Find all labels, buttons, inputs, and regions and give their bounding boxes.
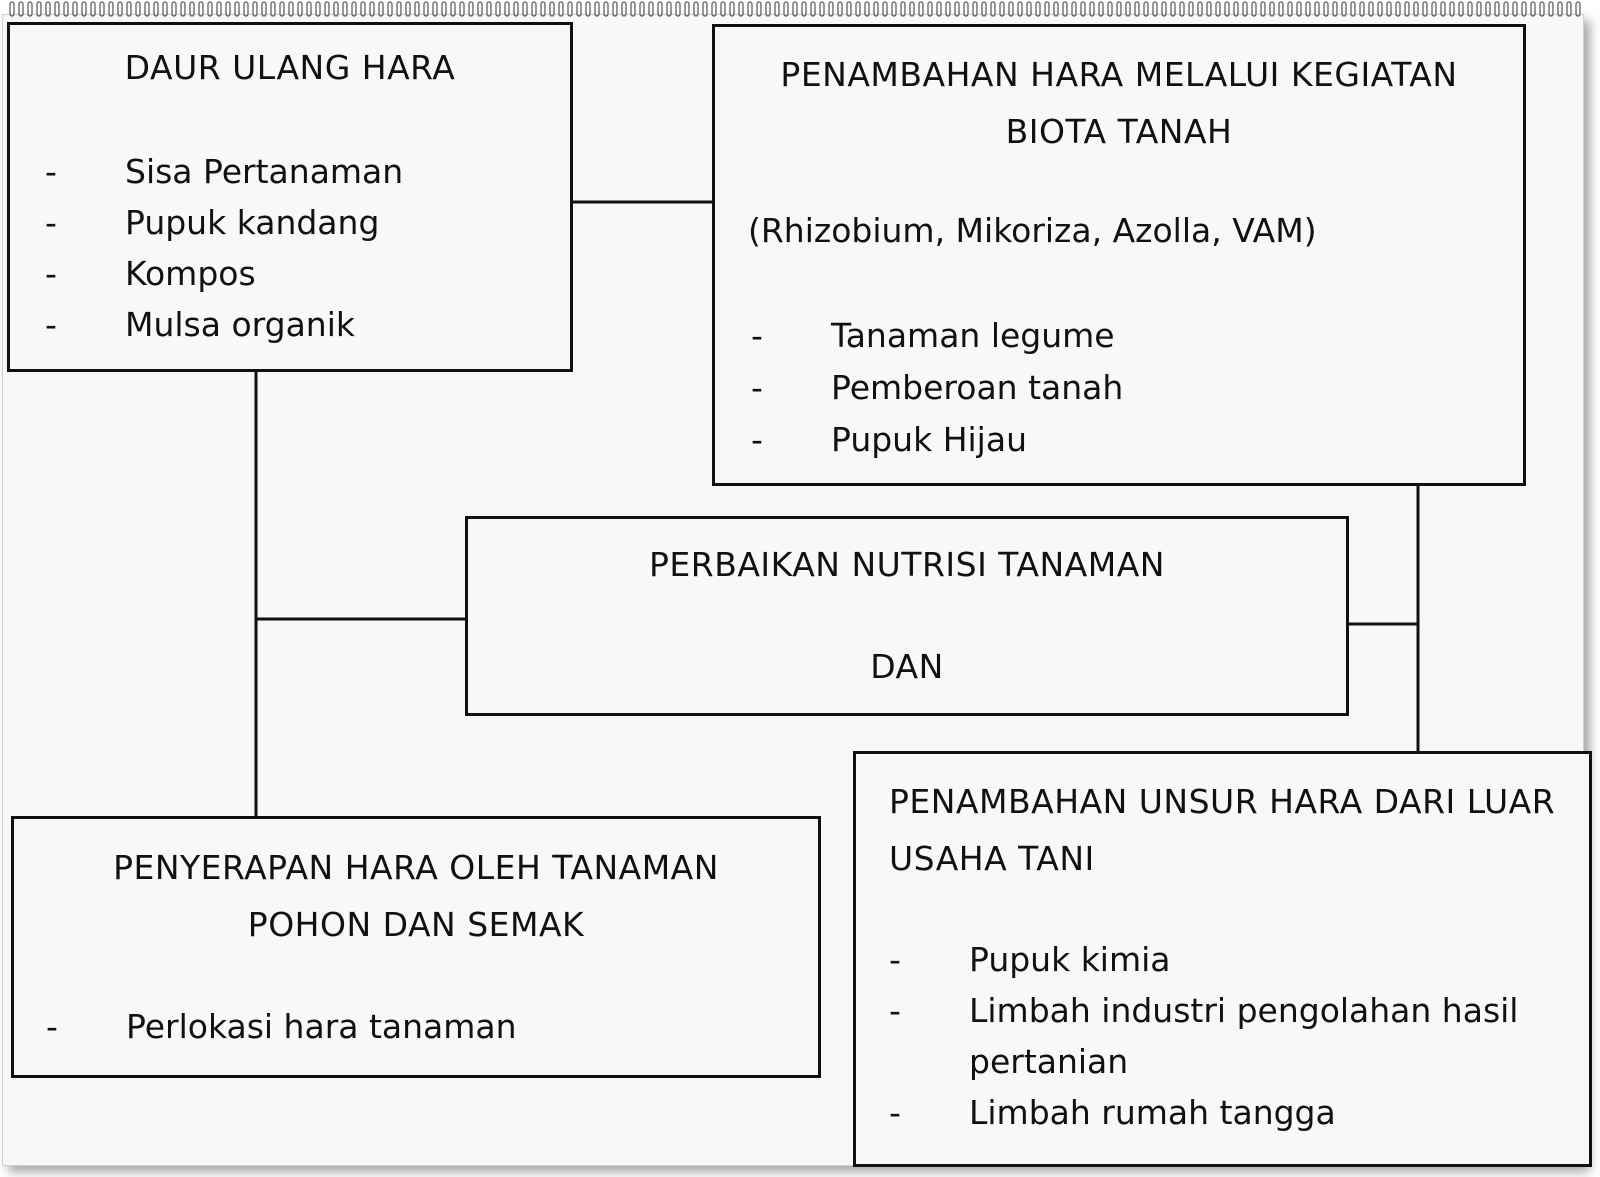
list-item: - Mulsa organik bbox=[45, 299, 403, 350]
list-item: - Limbah industri pengolahan hasil pertanian bbox=[889, 985, 1549, 1087]
box-biota-tanah-title-line1: PENAMBAHAN HARA MELALUI KEGIATAN bbox=[780, 55, 1458, 94]
box-perbaikan-nutrisi-subtitle: DAN bbox=[870, 647, 944, 686]
box-biota-tanah bbox=[712, 24, 1526, 486]
box-penyerapan-hara bbox=[11, 816, 821, 1078]
box-unsur-hara-luar bbox=[853, 751, 1592, 1167]
box-daur-ulang-hara bbox=[7, 22, 573, 372]
list-item: - Pupuk kandang bbox=[45, 197, 403, 248]
box-unsur-hara-luar-title-line2: USAHA TANI bbox=[889, 839, 1095, 878]
list-item: - Pemberoan tanah bbox=[751, 362, 1123, 414]
box-penyerapan-hara-title-line2: POHON DAN SEMAK bbox=[247, 905, 585, 944]
box-unsur-hara-luar-title-line1: PENAMBAHAN UNSUR HARA DARI LUAR bbox=[889, 782, 1556, 821]
box-biota-tanah-list bbox=[751, 310, 1123, 466]
list-item: - Perlokasi hara tanaman bbox=[46, 1001, 517, 1052]
box-daur-ulang-hara-list bbox=[45, 146, 403, 350]
list-item: - Pupuk kimia bbox=[889, 934, 1549, 985]
box-biota-tanah-subtitle: (Rhizobium, Mikoriza, Azolla, VAM) bbox=[748, 211, 1317, 250]
list-item: - Pupuk Hijau bbox=[751, 414, 1123, 466]
box-perbaikan-nutrisi bbox=[465, 516, 1349, 716]
list-item: - Tanaman legume bbox=[751, 310, 1123, 362]
box-penyerapan-hara-list bbox=[46, 1001, 517, 1052]
box-daur-ulang-hara-title: DAUR ULANG HARA bbox=[124, 48, 456, 87]
list-item: - Kompos bbox=[45, 248, 403, 299]
box-biota-tanah-title-line2: BIOTA TANAH bbox=[1005, 112, 1233, 151]
box-perbaikan-nutrisi-title: PERBAIKAN NUTRISI TANAMAN bbox=[649, 545, 1165, 584]
list-item: - Limbah rumah tangga bbox=[889, 1087, 1549, 1138]
box-unsur-hara-luar-list bbox=[889, 934, 1549, 1138]
list-item: - Sisa Pertanaman bbox=[45, 146, 403, 197]
box-penyerapan-hara-title-line1: PENYERAPAN HARA OLEH TANAMAN bbox=[113, 848, 719, 887]
